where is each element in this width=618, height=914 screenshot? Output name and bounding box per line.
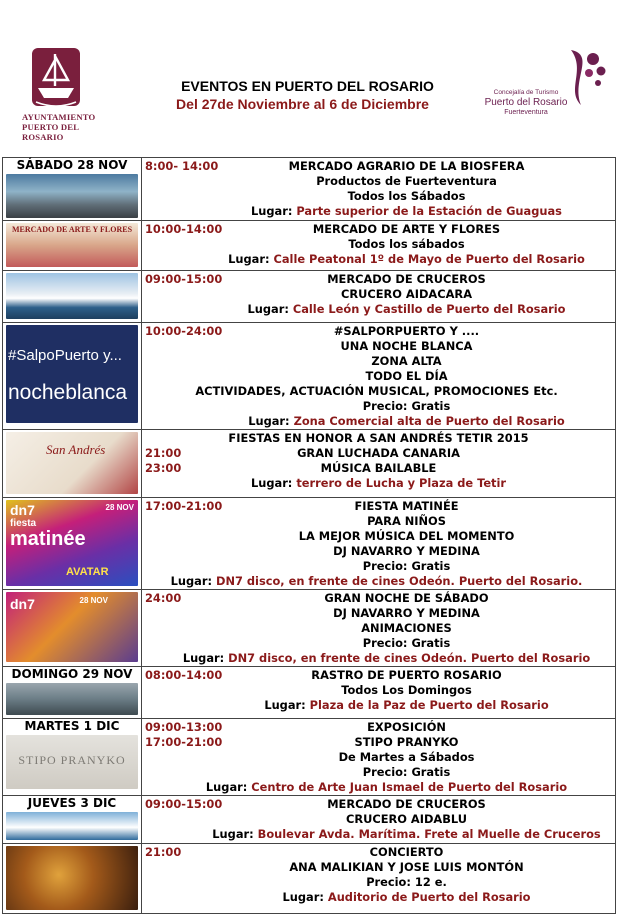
event-times: 21:00 bbox=[145, 845, 182, 859]
events-table bbox=[2, 157, 616, 914]
event-cell bbox=[142, 323, 616, 430]
event-times: 09:00-13:00 17:00-21:00 bbox=[145, 720, 223, 749]
bus-station-photo bbox=[6, 174, 138, 218]
day-cell bbox=[3, 221, 142, 271]
event-times: 09:00-15:00 bbox=[145, 797, 223, 811]
event-location: Lugar: Plaza de la Paz de Puerto del Rosario bbox=[264, 698, 549, 712]
event-cell bbox=[142, 590, 616, 667]
ayuntamiento-logo bbox=[22, 40, 122, 142]
event-location: Lugar: Parte superior de la Estación de Guaguas bbox=[251, 204, 562, 218]
day-cell bbox=[3, 590, 142, 667]
event-cell bbox=[142, 158, 616, 221]
art-market-poster: MERCADO DE ARTE Y FLORES bbox=[6, 223, 138, 267]
day-label: SÁBADO 28 NOV bbox=[16, 158, 128, 172]
event-line: MERCADO DE CRUCEROS bbox=[327, 272, 486, 286]
cruise-ship-photo bbox=[6, 273, 138, 319]
event-line: MERCADO DE ARTE Y FLORES bbox=[312, 222, 501, 236]
table-row bbox=[3, 844, 616, 914]
event-times: 24:00 bbox=[145, 591, 182, 605]
event-line: CONCIERTO bbox=[369, 845, 444, 859]
event-line: CRUCERO AIDABLU bbox=[345, 812, 468, 826]
event-line: ACTIVIDADES, ACTUACIÓN MUSICAL, PROMOCIONES Etc. bbox=[195, 384, 558, 398]
day-cell bbox=[3, 158, 142, 221]
concert-photo bbox=[6, 846, 138, 910]
dn7-night-poster: dn7 28 NOV bbox=[6, 592, 138, 662]
day-cell bbox=[3, 796, 142, 844]
event-price: Precio: Gratis bbox=[362, 559, 451, 573]
event-times: 21:00 23:00 bbox=[145, 446, 182, 475]
event-line: ANA MALIKIAN Y JOSE LUIS MONTÓN bbox=[289, 860, 524, 874]
event-line: GRAN NOCHE DE SÁBADO bbox=[324, 591, 489, 605]
event-cell bbox=[142, 667, 616, 719]
event-line: PARA NIÑOS bbox=[367, 514, 446, 528]
event-line: Todos los Sábados bbox=[347, 189, 466, 203]
event-location: Lugar: terrero de Lucha y Plaza de Tetir bbox=[250, 476, 507, 490]
san-andres-poster: San Andrés bbox=[6, 432, 138, 494]
table-row bbox=[3, 667, 616, 719]
event-cell bbox=[142, 430, 616, 498]
table-row bbox=[3, 498, 616, 590]
table-row bbox=[3, 323, 616, 430]
event-times: 8:00- 14:00 bbox=[145, 159, 219, 173]
event-line: Todos Los Domingos bbox=[341, 683, 472, 697]
event-line: ZONA ALTA bbox=[371, 354, 442, 368]
event-line: #SALPORPUERTO Y .... bbox=[333, 324, 480, 338]
event-line: STIPO PRANYKO bbox=[354, 735, 459, 749]
day-cell bbox=[3, 430, 142, 498]
page-header bbox=[0, 0, 618, 155]
noche-blanca-poster: #SalpoPuerto y... nocheblanca bbox=[6, 325, 138, 423]
turismo-logo-line1: Concejalía de Turismo bbox=[493, 89, 559, 96]
ayuntamiento-logo-text: AYUNTAMIENTO PUERTO DEL ROSARIO bbox=[22, 112, 96, 142]
event-times: 08:00-14:00 bbox=[145, 668, 223, 682]
event-cell bbox=[142, 844, 616, 914]
day-cell bbox=[3, 498, 142, 590]
event-times: 10:00-14:00 bbox=[145, 222, 223, 236]
table-row bbox=[3, 796, 616, 844]
day-cell bbox=[3, 667, 142, 719]
event-line: MÚSICA BAILABLE bbox=[320, 461, 437, 475]
turismo-logo-line2: Puerto del Rosario bbox=[484, 97, 568, 108]
table-row bbox=[3, 271, 616, 323]
event-line: MERCADO AGRARIO DE LA BIOSFERA bbox=[288, 159, 525, 173]
event-line: FIESTAS EN HONOR A SAN ANDRÉS TETIR 2015 bbox=[228, 431, 529, 445]
turismo-logo bbox=[476, 45, 614, 125]
event-location: Lugar: Auditorio de Puerto del Rosario bbox=[282, 890, 531, 904]
event-line: CRUCERO AIDACARA bbox=[340, 287, 473, 301]
stipo-pranyko-art: STIPO PRANYKO bbox=[6, 735, 138, 789]
day-cell bbox=[3, 271, 142, 323]
cruise-ship-photo-2 bbox=[6, 812, 138, 840]
event-cell bbox=[142, 796, 616, 844]
event-cell bbox=[142, 221, 616, 271]
event-line: FIESTA MATINÉE bbox=[354, 499, 459, 513]
event-line: Productos de Fuerteventura bbox=[316, 174, 497, 188]
table-row bbox=[3, 719, 616, 796]
page-subtitle: Del 27de Noviembre al 6 de Diciembre bbox=[176, 96, 429, 112]
table-row bbox=[3, 430, 616, 498]
table-row bbox=[3, 590, 616, 667]
day-label: JUEVES 3 DIC bbox=[27, 796, 117, 810]
day-label: DOMINGO 29 NOV bbox=[11, 667, 133, 681]
event-cell bbox=[142, 719, 616, 796]
event-cell bbox=[142, 498, 616, 590]
page-title: EVENTOS EN PUERTO DEL ROSARIO bbox=[181, 78, 434, 94]
turismo-logo-line3: Fuerteventura bbox=[504, 109, 548, 116]
event-location: Lugar: DN7 disco, en frente de cines Odeón. Puerto del Rosario bbox=[182, 651, 591, 665]
event-line: GRAN LUCHADA CANARIA bbox=[297, 446, 460, 460]
event-line: LA MEJOR MÚSICA DEL MOMENTO bbox=[298, 529, 515, 543]
event-line: MERCADO DE CRUCEROS bbox=[327, 797, 486, 811]
event-cell bbox=[142, 271, 616, 323]
event-times: 09:00-15:00 bbox=[145, 272, 223, 286]
event-line: EXPOSICIÓN bbox=[367, 720, 446, 734]
event-price: Precio: 12 e. bbox=[366, 875, 447, 889]
event-line: UNA NOCHE BLANCA bbox=[340, 339, 473, 353]
event-location: Lugar: Centro de Arte Juan Ismael de Puerto del Rosario bbox=[205, 780, 568, 794]
event-price: Precio: Gratis bbox=[362, 636, 451, 650]
day-cell bbox=[3, 719, 142, 796]
event-location: Lugar: Zona Comercial alta de Puerto del Rosario bbox=[248, 414, 565, 428]
event-location: Lugar: Boulevar Avda. Marítima. Frete al Muelle de Cruceros bbox=[212, 827, 601, 841]
event-line: DJ NAVARRO Y MEDINA bbox=[333, 606, 480, 620]
event-location: Lugar: Calle León y Castillo de Puerto del Rosario bbox=[247, 302, 566, 316]
table-row bbox=[3, 221, 616, 271]
rastro-photo bbox=[6, 683, 138, 715]
event-line: RASTRO DE PUERTO ROSARIO bbox=[311, 668, 502, 682]
day-cell bbox=[3, 844, 142, 914]
event-line: DJ NAVARRO Y MEDINA bbox=[333, 544, 480, 558]
day-label: MARTES 1 DIC bbox=[24, 719, 120, 733]
event-location: Lugar: Calle Peatonal 1º de Mayo de Puerto del Rosario bbox=[228, 252, 585, 266]
matinee-poster: dn7 fiesta matinée 28 NOV AVATAR bbox=[6, 500, 138, 586]
event-line: TODO EL DÍA bbox=[365, 369, 448, 383]
event-price: Precio: Gratis bbox=[362, 399, 451, 413]
event-line: Todos los sábados bbox=[348, 237, 465, 251]
table-row bbox=[3, 158, 616, 221]
event-price: Precio: Gratis bbox=[362, 765, 451, 779]
event-line: ANIMACIONES bbox=[361, 621, 452, 635]
event-line: De Martes a Sábados bbox=[338, 750, 475, 764]
event-location: Lugar: DN7 disco, en frente de cines Odeón. Puerto del Rosario. bbox=[170, 574, 583, 588]
day-cell bbox=[3, 323, 142, 430]
event-times: 10:00-24:00 bbox=[145, 324, 223, 338]
event-times: 17:00-21:00 bbox=[145, 499, 223, 513]
